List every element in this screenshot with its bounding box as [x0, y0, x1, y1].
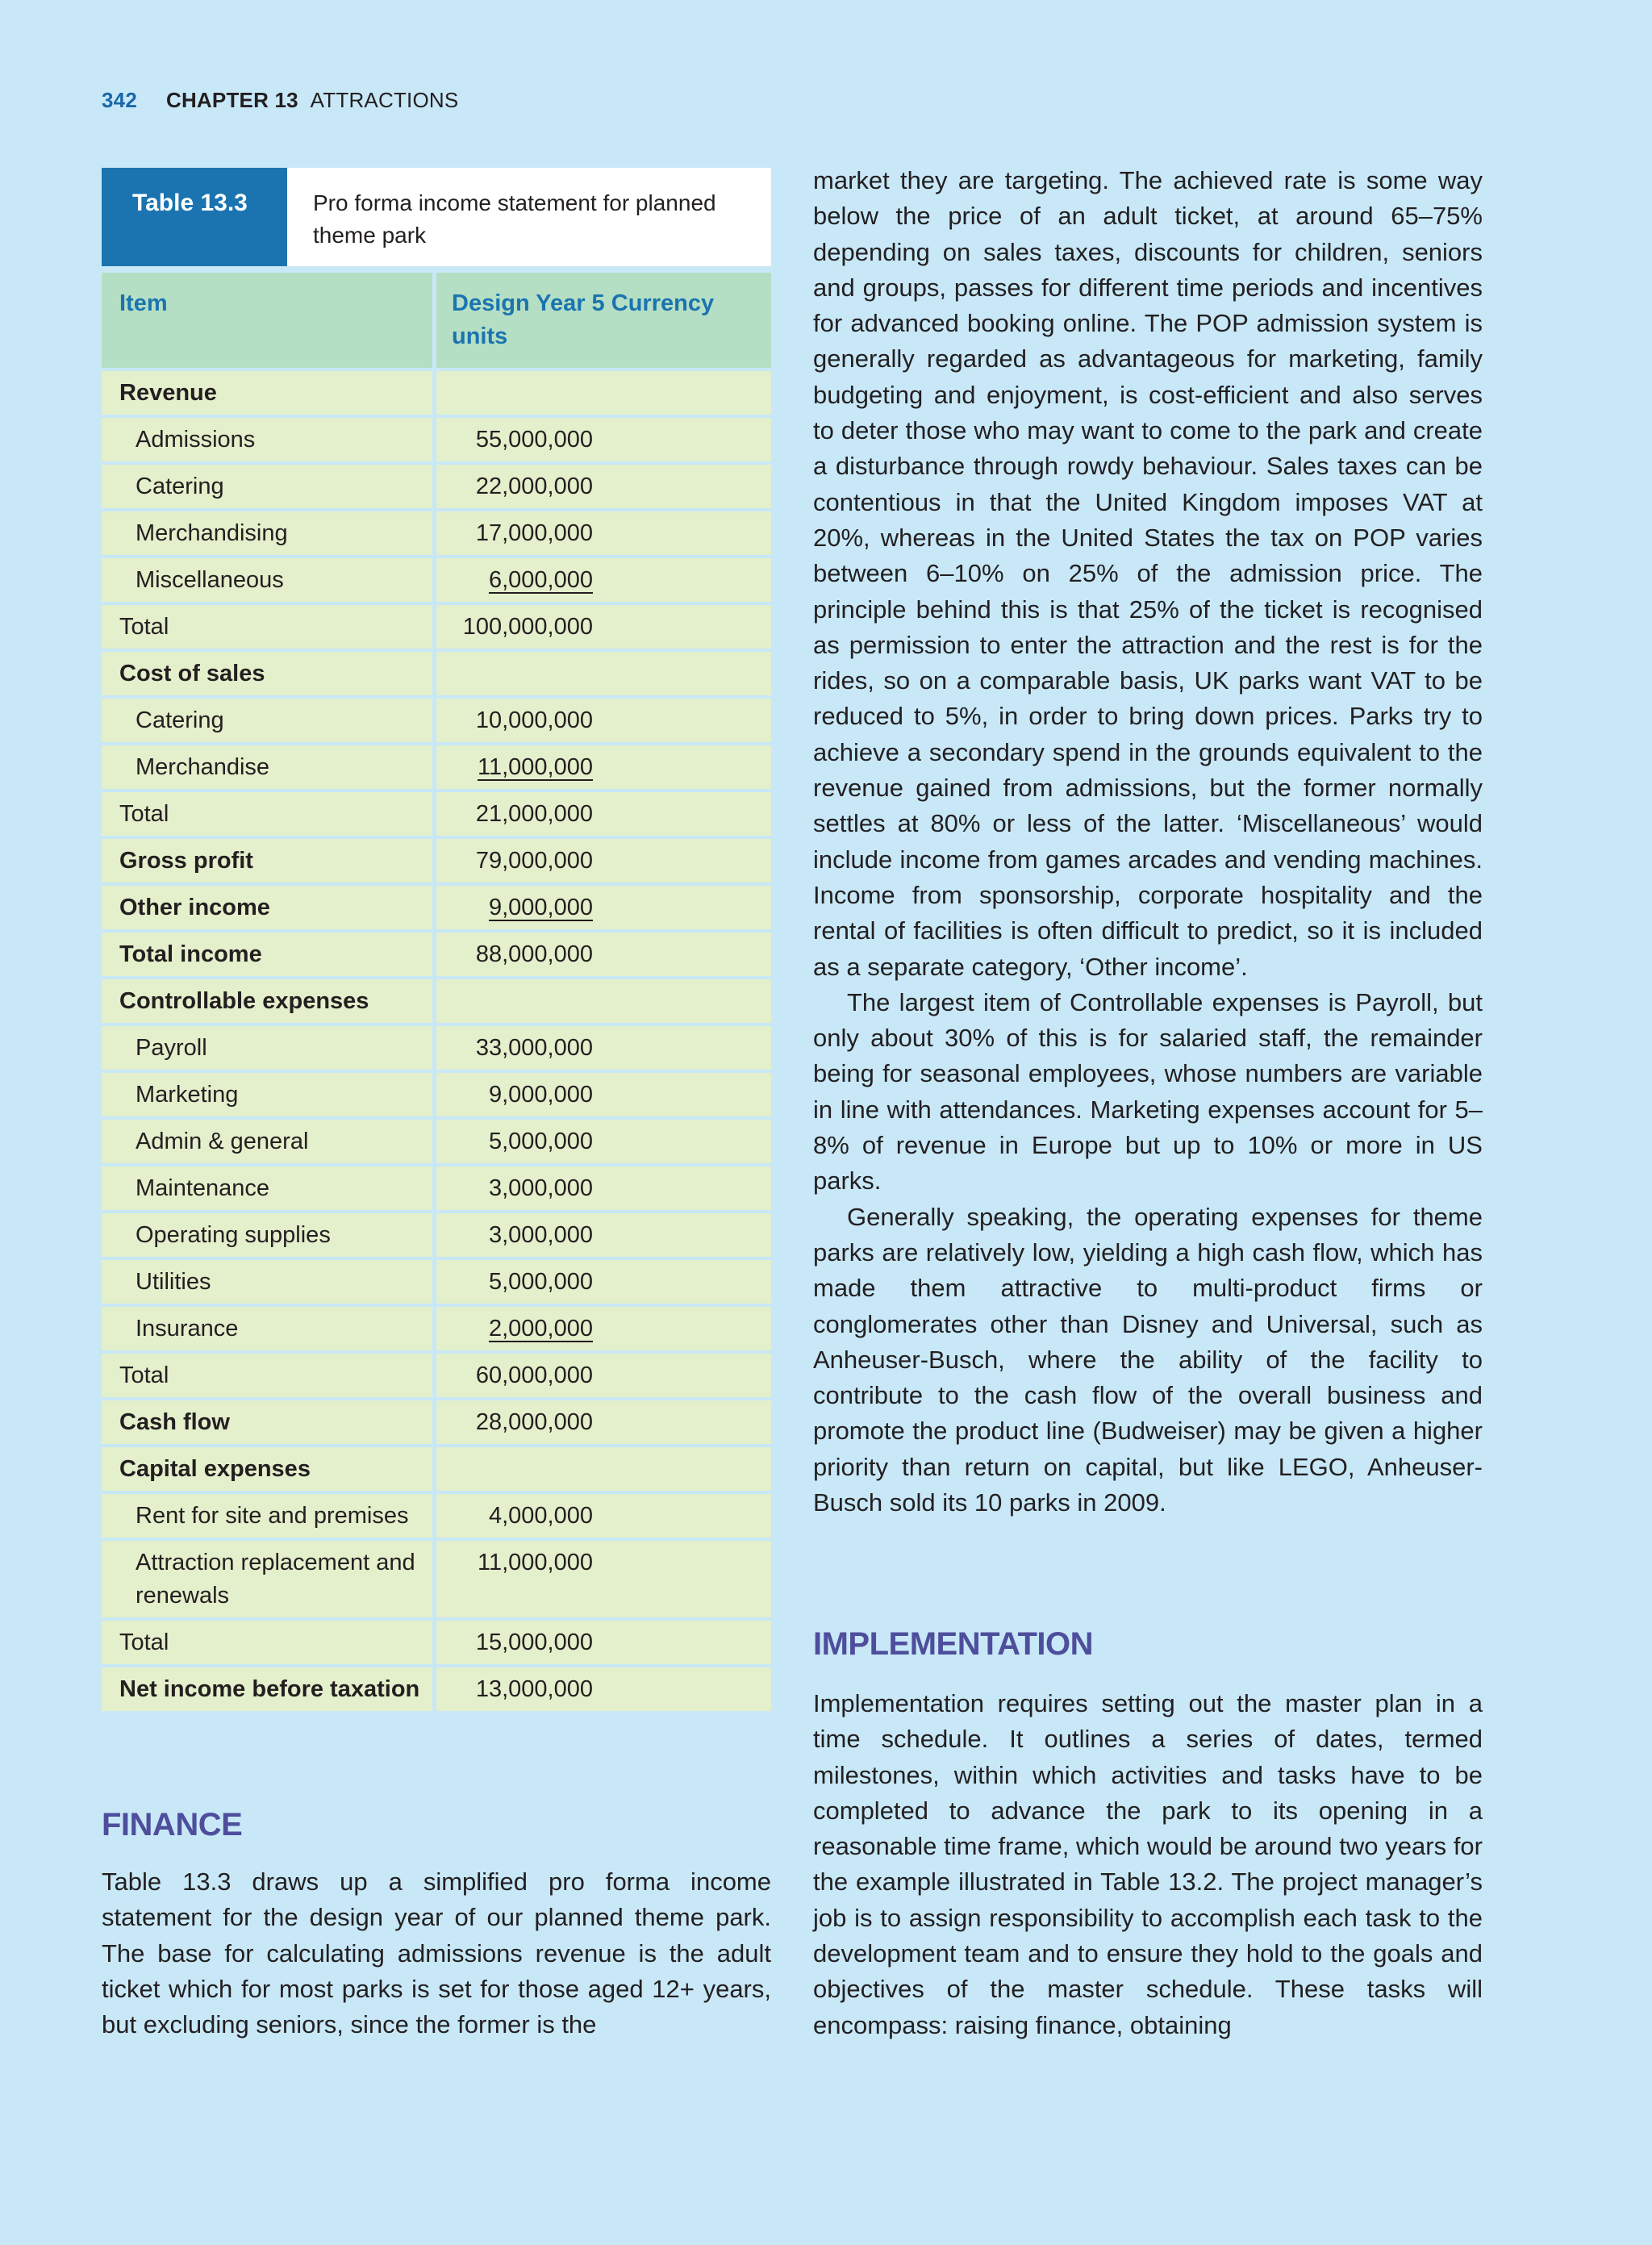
row-value-cell [436, 418, 771, 461]
row-value: 88,000,000 [475, 941, 593, 967]
column-header-item: Item [102, 273, 432, 368]
row-item-label: Merchandising [102, 511, 432, 555]
row-item-label: Merchandise [102, 745, 432, 789]
table-row [102, 418, 771, 461]
table-row [102, 652, 771, 695]
row-value: 79,000,000 [475, 848, 593, 874]
table-row [102, 511, 771, 555]
row-value: 11,000,000 [478, 1550, 593, 1575]
table-title: Pro forma income statement for planned theme park [287, 168, 771, 266]
row-value: 3,000,000 [488, 1222, 593, 1248]
table-row [102, 1667, 771, 1711]
running-head [102, 88, 458, 113]
table-row [102, 792, 771, 836]
row-value-cell [436, 652, 771, 695]
row-value-cell [436, 933, 771, 976]
table-row [102, 465, 771, 508]
table-row [102, 839, 771, 883]
row-item-label: Payroll [102, 1026, 432, 1070]
finance-body [102, 1864, 771, 2043]
row-value: 33,000,000 [475, 1035, 593, 1061]
row-value-cell [436, 839, 771, 883]
row-item-label: Admin & general [102, 1120, 432, 1163]
row-item-label: Capital expenses [102, 1447, 432, 1491]
row-value: 4,000,000 [488, 1503, 593, 1529]
row-item-label: Attraction replacement and renewals [102, 1541, 432, 1617]
section-label: ATTRACTIONS [310, 88, 459, 112]
table-row [102, 371, 771, 415]
row-value: 9,000,000 [488, 895, 593, 920]
row-value: 17,000,000 [475, 520, 593, 546]
chapter-label: CHAPTER 13 [165, 88, 298, 112]
row-value-cell [436, 558, 771, 602]
row-value: 11,000,000 [478, 754, 593, 780]
row-value: 21,000,000 [475, 801, 593, 827]
row-item-label: Cash flow [102, 1400, 432, 1444]
row-item-label: Total income [102, 933, 432, 976]
row-item-label: Maintenance [102, 1166, 432, 1210]
implementation-heading: IMPLEMENTATION [813, 1626, 1094, 1662]
row-item-label: Total [102, 1354, 432, 1397]
right-paragraph-2: The largest item of Controllable expenses is Payroll, but only about 30% of this is for salaried staff, the remainder being for seasonal employees, whose numbers are variable in line with attendances. Marketing expenses account for 5–8% of revenue in Europe but up to 10% or more in US parks. [813, 987, 1483, 1196]
row-item-label: Gross profit [102, 839, 432, 883]
row-value-cell [436, 465, 771, 508]
table-row [102, 979, 771, 1023]
row-item-label: Catering [102, 465, 432, 508]
row-value: 10,000,000 [475, 707, 593, 733]
row-item-label: Catering [102, 699, 432, 742]
row-value: 6,000,000 [488, 567, 593, 593]
table-row [102, 1213, 771, 1257]
implementation-body [813, 1686, 1483, 2043]
table-row [102, 699, 771, 742]
column-header-value: Design Year 5 Currency units [436, 273, 771, 368]
row-value-cell [436, 1073, 771, 1116]
row-value-cell [436, 1494, 771, 1538]
implementation-paragraph: Implementation requires setting out the master plan in a time schedule. It outlines a series of dates, termed milestones, within which activities and tasks have to be completed to advance the park to its opening in a reasonable time frame, which would be around two years for the example illustrated in Table 13.2. The project manager’s job is to assign responsibility to accomplish each task to the development team and to ensure they hold to the goals and objectives of the master schedule. These tasks will encompass: raising finance, obtaining [813, 1689, 1483, 2039]
row-value: 15,000,000 [475, 1630, 593, 1655]
row-value-cell [436, 1026, 771, 1070]
finance-heading: FINANCE [102, 1807, 243, 1842]
row-value: 28,000,000 [475, 1409, 593, 1435]
row-value-cell [436, 1667, 771, 1711]
row-value: 13,000,000 [475, 1676, 593, 1702]
row-value-cell [436, 1166, 771, 1210]
row-item-label: Admissions [102, 418, 432, 461]
page-number: 342 [102, 88, 137, 112]
row-item-label: Miscellaneous [102, 558, 432, 602]
row-item-label: Total [102, 605, 432, 649]
row-value: 100,000,000 [462, 614, 593, 640]
right-paragraph-3: Generally speaking, the operating expenses for theme parks are relatively low, yielding a high cash flow, which has made them attractive to multi-product firms or conglomerates other than Disney and Universal, such as Anheuser-Busch, where the ability of the facility to contribute to the cash flow of the overall business and promote the product line (Budweiser) may be given a higher priority than return on capital, but like LEGO, Anheuser-Busch sold its 10 parks in 2009. [813, 1202, 1483, 1517]
table-header-row [102, 273, 771, 368]
row-item-label: Total [102, 792, 432, 836]
right-paragraph-1: market they are targeting. The achieved rate is some way below the price of an adult ticket, at around 65–75% depending on sales taxes, discounts for children, seniors and groups, passes for different time periods and incentives for advanced booking online. The POP admission system is generally regarded as advantageous for marketing, family budgeting and enjoyment, is cost-efficient and also serves to deter those who may want to come to the park and create a disturbance through rowdy behaviour. Sales taxes can be contentious in that the United Kingdom imposes VAT at 20%, whereas in the United States the tax on POP varies between 6–10% on 25% of the admission price. The principle behind this is that 25% of the ticket is recognised as permission to enter the attraction and the rest is for the rides, so on a comparable basis, UK parks want VAT to be reduced to 5%, in order to bring down prices. Parks try to achieve a secondary spend in the grounds equivalent to the revenue gained from admissions, but the former normally settles at 80% or less of the latter. ‘Miscellaneous’ would include income from games arcades and vending machines. Income from sponsorship, corporate hospitality and the rental of facilities is often difficult to predict, so it is included as a separate category, ‘Other income’. [813, 166, 1483, 981]
row-item-label: Marketing [102, 1073, 432, 1116]
table-row [102, 1120, 771, 1163]
row-value-cell [436, 792, 771, 836]
row-value: 2,000,000 [488, 1316, 593, 1342]
row-value: 5,000,000 [488, 1269, 593, 1295]
row-value-cell [436, 1621, 771, 1664]
row-item-label: Operating supplies [102, 1213, 432, 1257]
table-row [102, 605, 771, 649]
table-row [102, 1621, 771, 1664]
row-value-cell [436, 1447, 771, 1491]
row-item-label: Controllable expenses [102, 979, 432, 1023]
table-row [102, 1354, 771, 1397]
table-row [102, 1447, 771, 1491]
row-item-label: Net income before taxation [102, 1667, 432, 1711]
table-row [102, 886, 771, 929]
table-caption [102, 168, 771, 266]
table-row [102, 1541, 771, 1617]
row-value: 22,000,000 [475, 474, 593, 499]
row-value-cell [436, 605, 771, 649]
table-row [102, 1260, 771, 1304]
row-value-cell [436, 1541, 771, 1617]
row-value-cell [436, 1260, 771, 1304]
table-row [102, 1494, 771, 1538]
table-row [102, 1166, 771, 1210]
row-item-label: Total [102, 1621, 432, 1664]
row-value-cell [436, 979, 771, 1023]
table-row [102, 1307, 771, 1350]
table-row [102, 558, 771, 602]
finance-paragraph: Table 13.3 draws up a simplified pro forma income statement for the design year of our planned theme park. The base for calculating admissions revenue is the adult ticket which for most parks is set for those aged 12+ years, but excluding seniors, since the former is the [102, 1867, 771, 2039]
table-number: Table 13.3 [102, 168, 287, 266]
row-value: 5,000,000 [488, 1129, 593, 1154]
table-row [102, 1400, 771, 1444]
right-column-body [813, 163, 1483, 1521]
row-value-cell [436, 371, 771, 415]
table-row [102, 933, 771, 976]
row-item-label: Insurance [102, 1307, 432, 1350]
row-item-label: Utilities [102, 1260, 432, 1304]
row-value-cell [436, 1213, 771, 1257]
row-value-cell [436, 1307, 771, 1350]
table-row [102, 1026, 771, 1070]
table-row [102, 745, 771, 789]
row-item-label: Revenue [102, 371, 432, 415]
row-value-cell [436, 886, 771, 929]
row-value-cell [436, 1400, 771, 1444]
row-value: 55,000,000 [475, 427, 593, 453]
row-value: 60,000,000 [475, 1362, 593, 1388]
row-value-cell [436, 511, 771, 555]
table-row [102, 1073, 771, 1116]
income-statement-table [102, 273, 771, 1714]
row-item-label: Cost of sales [102, 652, 432, 695]
row-value-cell [436, 1120, 771, 1163]
row-item-label: Rent for site and premises [102, 1494, 432, 1538]
row-value: 9,000,000 [488, 1082, 593, 1108]
row-item-label: Other income [102, 886, 432, 929]
row-value-cell [436, 699, 771, 742]
row-value: 3,000,000 [488, 1175, 593, 1201]
row-value-cell [436, 745, 771, 789]
row-value-cell [436, 1354, 771, 1397]
